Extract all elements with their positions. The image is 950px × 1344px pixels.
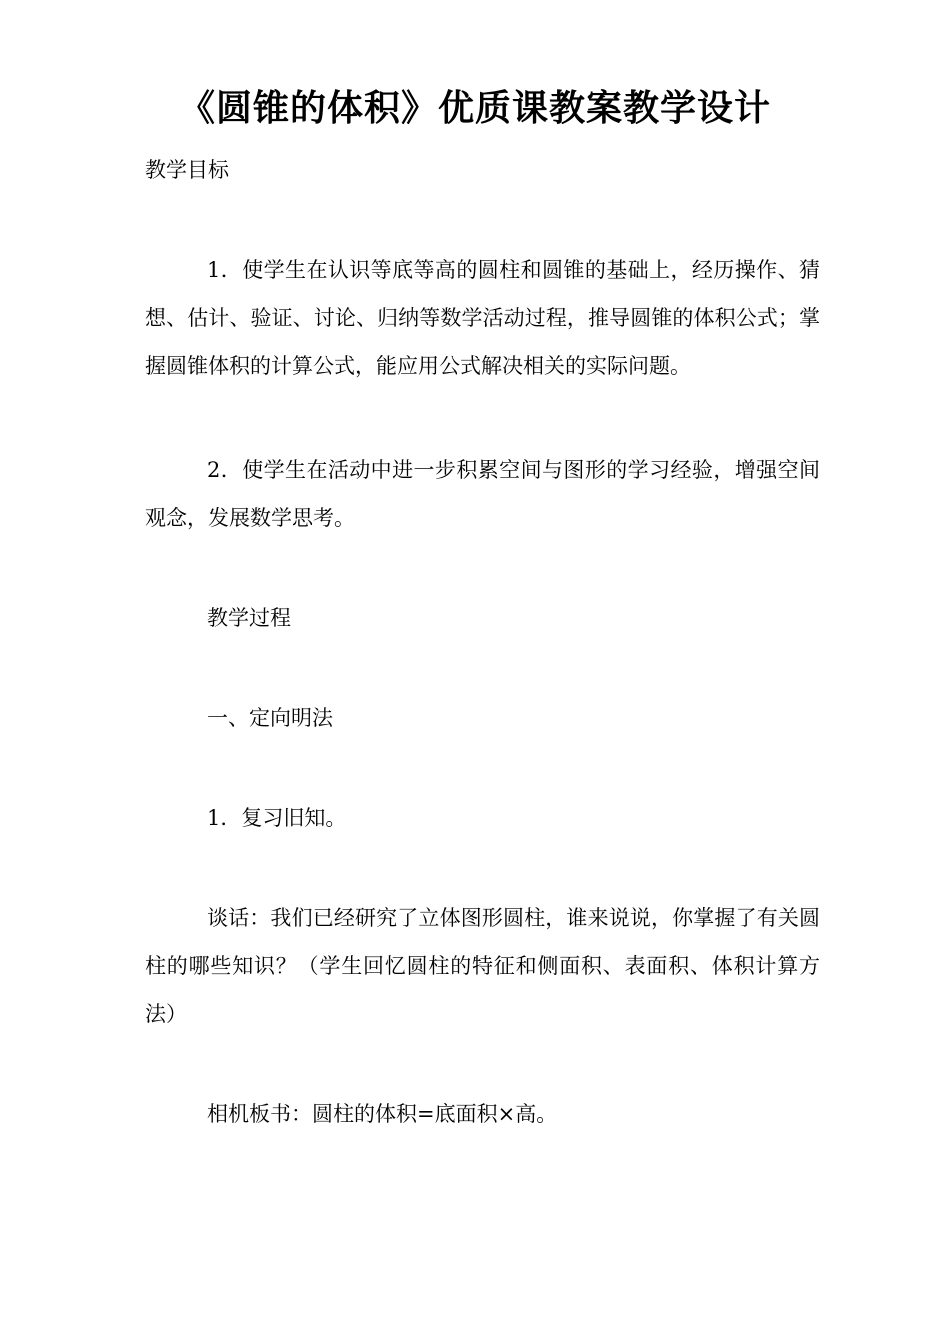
- objective-2-paragraph: 2．使学生在活动中进一步积累空间与图形的学习经验，增强空间观念，发展数学思考。: [145, 458, 820, 530]
- step-heading-orientation: 一、定向明法: [207, 706, 333, 730]
- objective-1-paragraph: 1．使学生在认识等底等高的圆柱和圆锥的基础上，经历操作、猜想、估计、验证、讨论、归纳等数学活动过程，推导圆锥的体积公式；掌握圆锥体积的计算公式，能应用公式解决相关的实际问题。: [145, 258, 820, 378]
- section-heading-process: 教学过程: [207, 606, 291, 630]
- dialogue-paragraph: 谈话：我们已经研究了立体图形圆柱，谁来说说，你掌握了有关圆柱的哪些知识？（学生回忆圆柱的特征和侧面积、表面积、体积计算方法）: [145, 906, 820, 1026]
- substep-review: 1．复习旧知。: [207, 806, 347, 830]
- document-title: 《圆锥的体积》优质课教案教学设计: [178, 87, 771, 129]
- section-heading-objectives: 教学目标: [145, 158, 229, 182]
- board-note-paragraph: 相机板书：圆柱的体积=底面积×高。: [207, 1102, 558, 1126]
